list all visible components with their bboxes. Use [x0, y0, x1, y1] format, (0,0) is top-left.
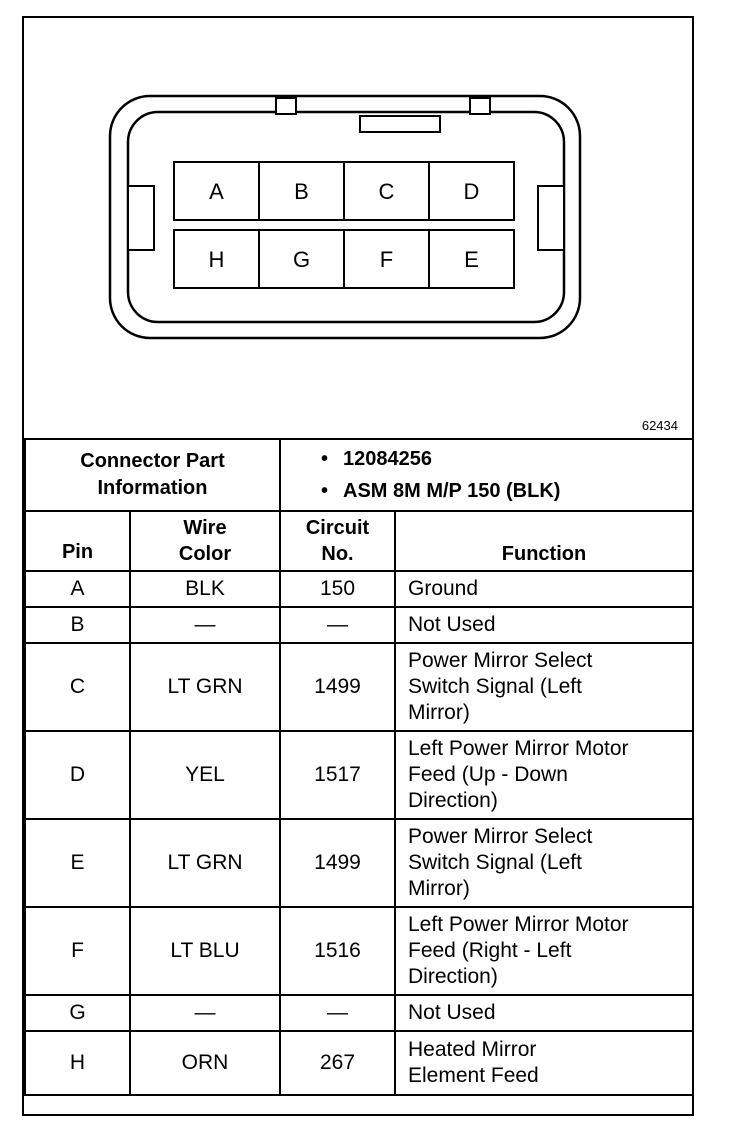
table-row — [25, 995, 693, 1031]
table-row — [25, 819, 693, 907]
table-row — [25, 1031, 693, 1095]
pin-cell: A — [25, 571, 130, 607]
header-circuit-line2: No. — [321, 543, 354, 565]
function-line: Power Mirror Select — [408, 825, 593, 848]
pin-cell: D — [25, 731, 130, 819]
pin-label-h: H — [208, 247, 225, 272]
circuit-cell: — — [280, 995, 395, 1031]
wire-color-cell: LT GRN — [130, 643, 280, 731]
part-info-row — [25, 439, 693, 511]
function-cell — [395, 571, 693, 607]
pin-cell: H — [25, 1031, 130, 1095]
function-cell — [395, 819, 693, 907]
pin-cell: B — [25, 607, 130, 643]
bullet-icon: • — [321, 480, 329, 502]
bullet-icon: • — [321, 448, 329, 470]
function-line: Direction) — [408, 789, 498, 812]
key-slot — [360, 116, 440, 132]
pin-cell: E — [25, 819, 130, 907]
function-line: Mirror) — [408, 701, 470, 724]
part-info-values — [280, 439, 693, 511]
table-row — [25, 643, 693, 731]
pin-label-f: F — [379, 247, 394, 272]
function-cell — [395, 607, 693, 643]
function-cell — [395, 731, 693, 819]
function-line: Direction) — [408, 965, 498, 988]
connector-frame — [22, 16, 694, 1116]
header-wire-line1: Wire — [183, 517, 227, 539]
function-line: Ground — [408, 577, 479, 600]
table-row — [25, 731, 693, 819]
function-cell — [395, 907, 693, 995]
wire-color-cell: BLK — [130, 571, 280, 607]
wire-color-cell: YEL — [130, 731, 280, 819]
pin-grid — [174, 162, 514, 288]
header-function: Function — [395, 511, 693, 571]
pin-label-a: A — [209, 179, 224, 204]
wire-color-cell: — — [130, 995, 280, 1031]
top-tab-right — [470, 98, 490, 114]
header-wire-color — [130, 511, 280, 571]
header-circuit-line1: Circuit — [305, 517, 370, 539]
top-tab-left — [276, 98, 296, 114]
function-line: Mirror) — [408, 877, 470, 900]
function-line: Switch Signal (Left — [408, 675, 582, 698]
function-cell — [395, 643, 693, 731]
header-pin: Pin — [25, 511, 130, 571]
connector-diagram — [24, 18, 692, 438]
pin-label-e: E — [464, 247, 479, 272]
function-cell — [395, 995, 693, 1031]
function-line: Not Used — [408, 1001, 496, 1024]
circuit-cell: 150 — [280, 571, 395, 607]
circuit-cell: 1516 — [280, 907, 395, 995]
wire-color-cell: LT BLU — [130, 907, 280, 995]
function-line: Heated Mirror — [408, 1038, 537, 1061]
pin-cell: G — [25, 995, 130, 1031]
wire-color-cell: LT GRN — [130, 819, 280, 907]
pin-label-d: D — [463, 179, 480, 204]
table-row — [25, 571, 693, 607]
pin-cell: F — [25, 907, 130, 995]
function-line: Power Mirror Select — [408, 649, 593, 672]
table-row — [25, 907, 693, 995]
function-line: Switch Signal (Left — [408, 851, 582, 874]
table-header-row — [25, 511, 693, 571]
wire-color-cell: ORN — [130, 1031, 280, 1095]
function-cell — [395, 1031, 693, 1095]
circuit-cell: 1517 — [280, 731, 395, 819]
pin-label-g: G — [292, 247, 311, 272]
part-info-label — [25, 439, 280, 511]
function-line: Feed (Right - Left — [408, 939, 572, 962]
function-line: Left Power Mirror Motor — [408, 913, 629, 936]
pin-cell: C — [25, 643, 130, 731]
header-circuit-no — [280, 511, 395, 571]
pin-table — [24, 438, 694, 1096]
wire-color-cell: — — [130, 607, 280, 643]
header-wire-line2: Color — [178, 543, 232, 565]
connector-face-drawing — [24, 18, 692, 438]
part-info-label-line2: Information — [97, 477, 208, 499]
pin-label-b: B — [294, 179, 309, 204]
function-line: Not Used — [408, 613, 496, 636]
function-line: Feed (Up - Down — [408, 763, 568, 786]
reference-number: 62434 — [641, 418, 678, 433]
circuit-cell: — — [280, 607, 395, 643]
function-line: Left Power Mirror Motor — [408, 737, 629, 760]
table-row — [25, 607, 693, 643]
circuit-cell: 1499 — [280, 643, 395, 731]
function-line: Element Feed — [408, 1064, 539, 1087]
pin-label-c: C — [378, 179, 395, 204]
part-info-label-line1: Connector Part — [80, 450, 225, 472]
part-description: ASM 8M M/P 150 (BLK) — [343, 480, 561, 502]
circuit-cell: 1499 — [280, 819, 395, 907]
latch-right — [538, 186, 564, 250]
part-number: 12084256 — [343, 448, 432, 470]
latch-left — [128, 186, 154, 250]
circuit-cell: 267 — [280, 1031, 395, 1095]
